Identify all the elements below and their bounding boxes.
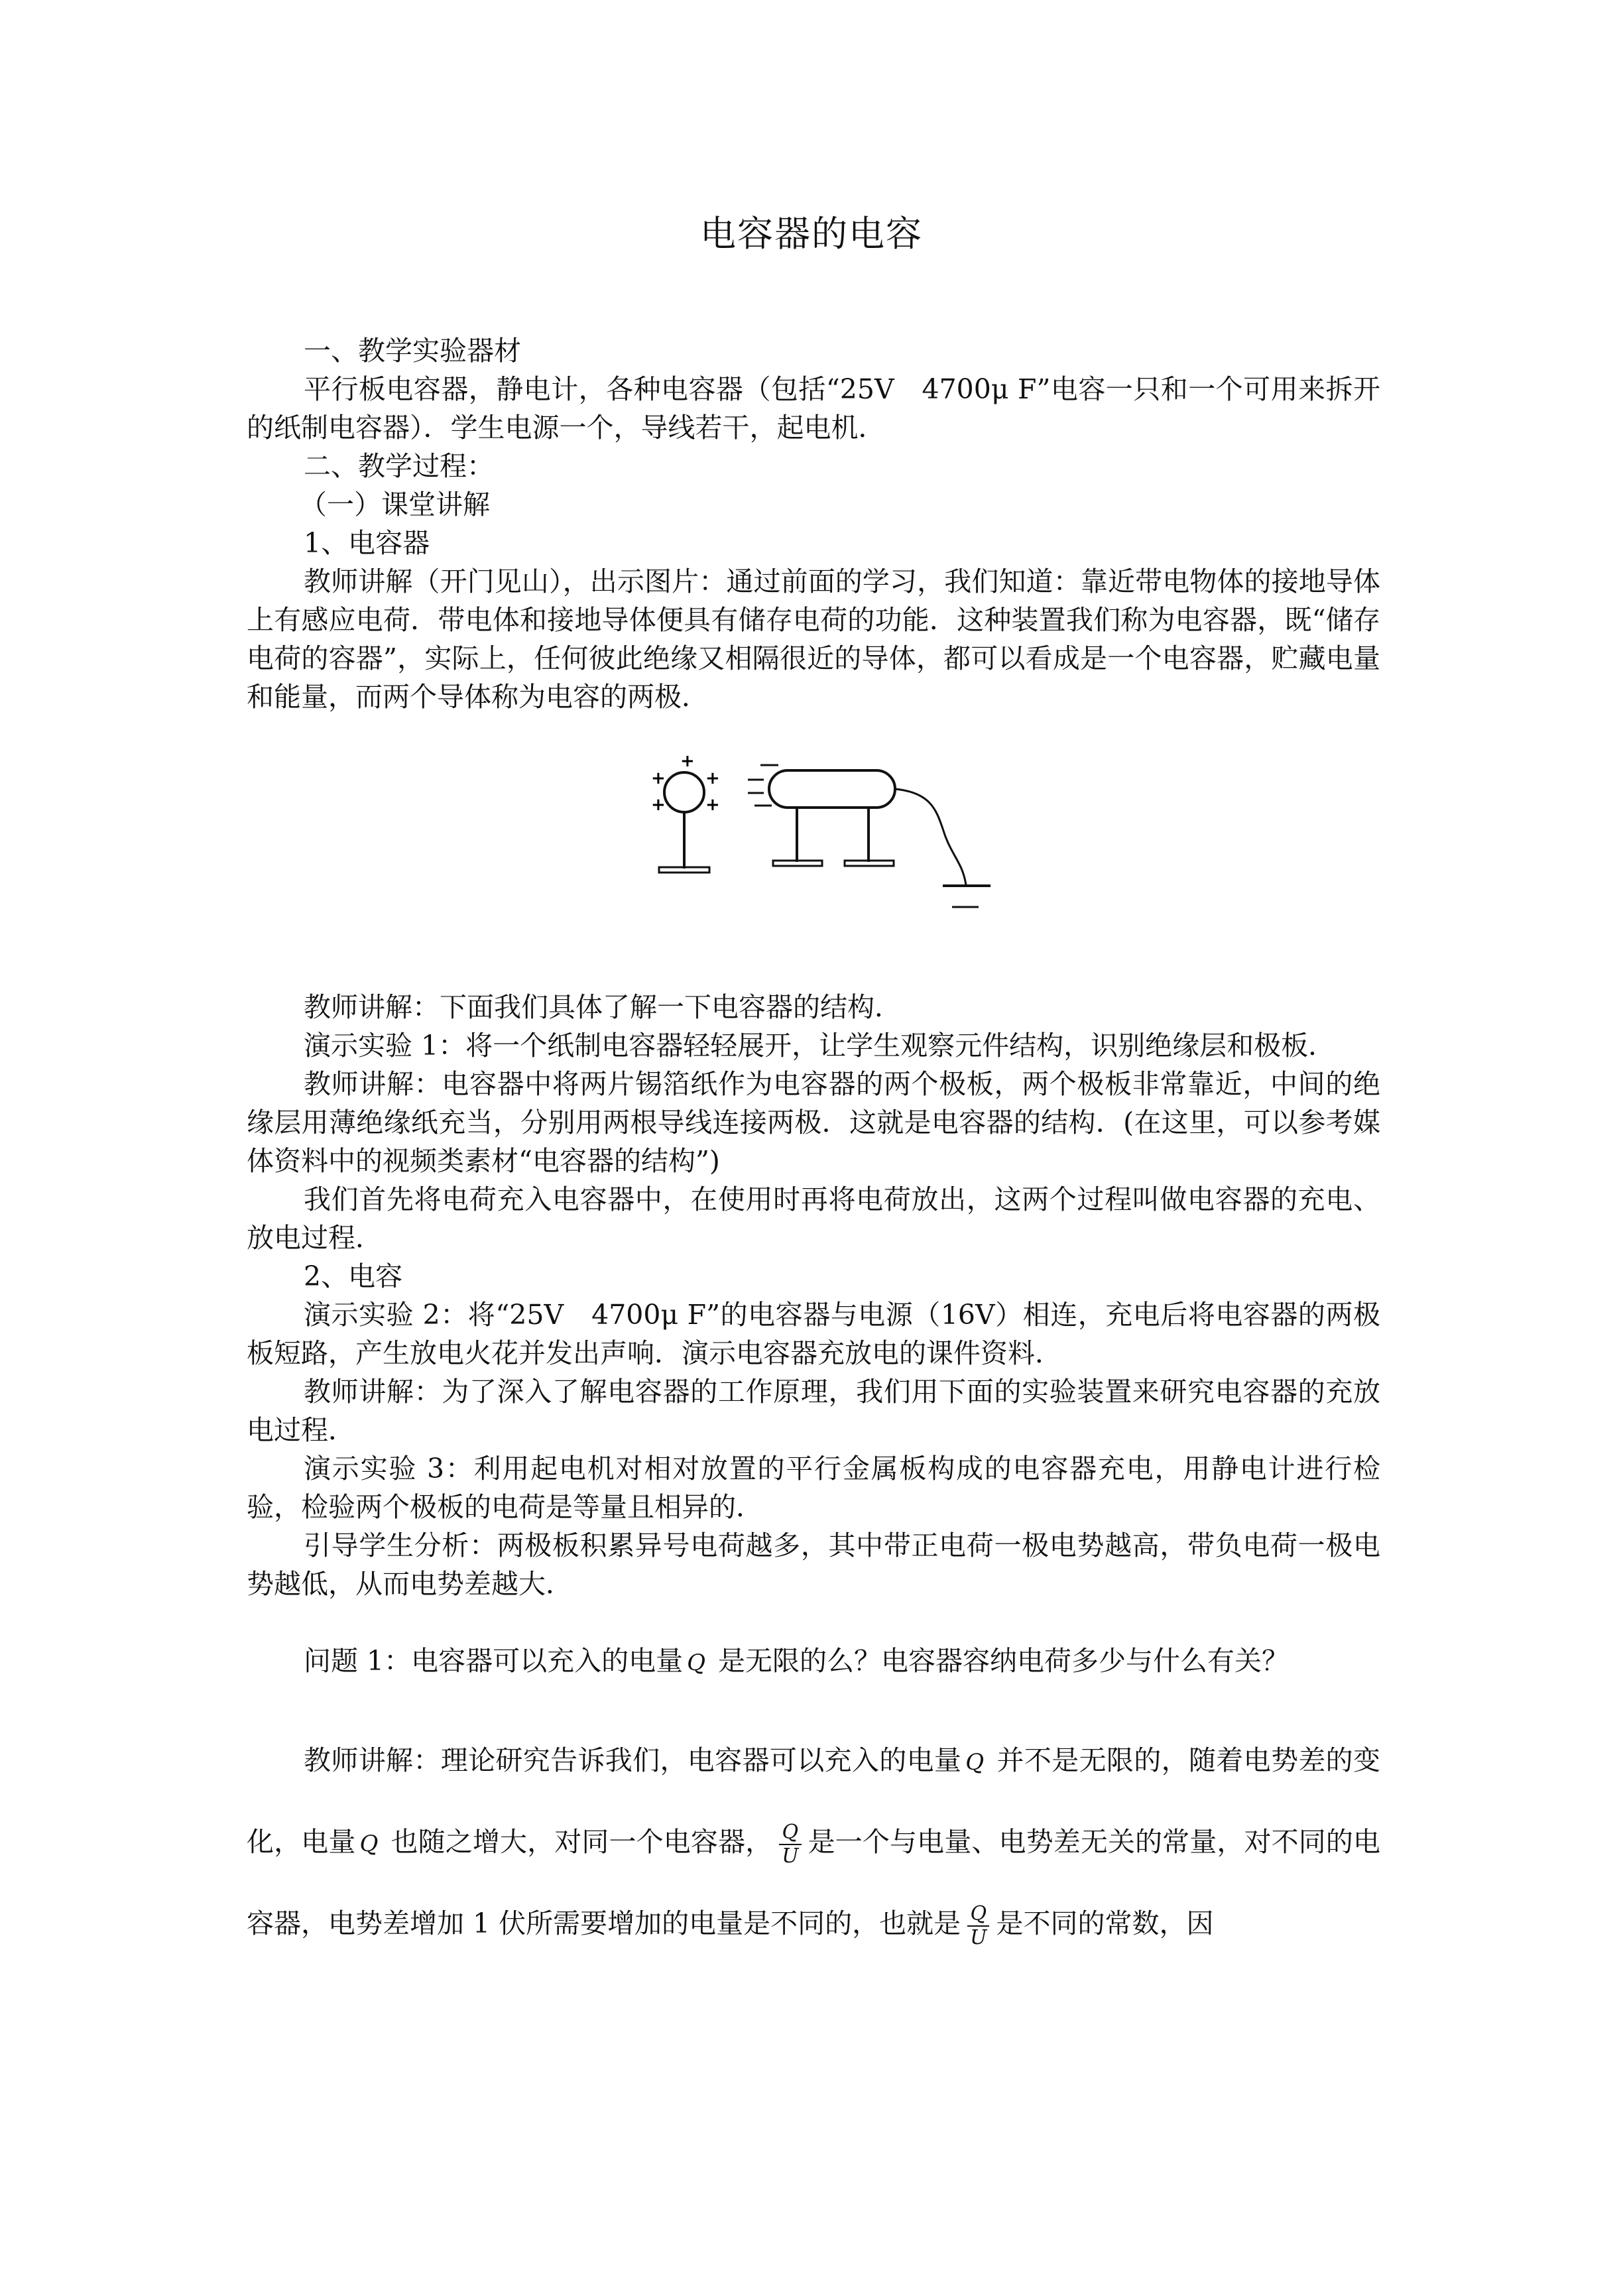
plus-sign: + xyxy=(705,795,720,815)
paragraph-analysis: 引导学生分析：两极板积累异号电荷越多，其中带正电荷一极电势越高，带负电荷一极电势越低，从而电势差越大． xyxy=(247,1530,1380,1600)
topic-heading-capacitance: 2、电容 xyxy=(304,1260,403,1292)
section-heading-equipment: 一、教学实验器材 xyxy=(304,335,521,367)
page-title: 电容器的电容 xyxy=(700,213,923,255)
document-body xyxy=(247,332,1380,1963)
charged-sphere xyxy=(664,772,704,812)
paragraph-equipment-list: 平行板电容器，静电计，各种电容器（包括“25V 4700μ F”电容一只和一个可用来拆开的纸制电容器）．学生电源一个，导线若干，起电机． xyxy=(247,373,1380,444)
paragraph-question-1: 问题 1：电容器可以充入的电量 Q 是无限的么？电容器容纳电荷多少与什么有关？ xyxy=(304,1645,1290,1677)
plus-sign: + xyxy=(651,768,666,788)
capacitor-figure xyxy=(247,756,1380,935)
conductor-base xyxy=(845,861,894,866)
var-q: Q xyxy=(965,1749,985,1776)
induction-diagram xyxy=(625,756,996,935)
plus-sign: + xyxy=(705,768,720,788)
plus-sign: + xyxy=(680,756,695,771)
fraction-q-over-u: $\frac{Q}{U}$ xyxy=(967,1903,989,1949)
paragraph-theory: 教师讲解：理论研究告诉我们，电容器可以充入的电量 Q 并不是无限的，随着电势差的变化，电量 Q 也随之增大，对同一个电容器， $\frac{Q}{U}$ 是一个与电量、电势差无关的常量，对不同的电容器，电势差增加 1 伏所需要增加的电量是不同的，也就是 $\frac{Q}{U}$ 是不同的常数，因 xyxy=(247,1744,1381,1949)
var-q: Q xyxy=(359,1831,379,1857)
paragraph-demo-1: 演示实验 1：将一个纸制电容器轻轻展开，让学生观察元件结构，识别绝缘层和极板． xyxy=(304,1030,1336,1061)
subsection-heading-lecture: （一）课堂讲解 xyxy=(300,489,490,520)
paragraph-structure-intro: 教师讲解：下面我们具体了解一下电容器的结构． xyxy=(304,991,902,1023)
paragraph-charge-discharge: 我们首先将电荷充入电容器中，在使用时再将电荷放出，这两个过程叫做电容器的充电、放电过程． xyxy=(247,1183,1380,1254)
var-q: Q xyxy=(687,1650,705,1676)
section-heading-process: 二、教学过程： xyxy=(304,450,494,482)
paragraph-capacitor-intro: 教师讲解（开门见山），出示图片：通过前面的学习，我们知道：靠近带电物体的接地导体上有感应电荷．带电体和接地导体便具有储存电荷的功能．这种装置我们称为电容器，既“储存电荷的容器”，实际上，任何彼此绝缘又相隔很近的导体，都可以看成是一个电容器，贮藏电量和能量，而两个导体称为电容的两极． xyxy=(247,566,1380,713)
conductor-base xyxy=(773,861,822,866)
paragraph-structure-explain: 教师讲解：电容器中将两片锡箔纸作为电容器的两个极板，两个极板非常靠近，中间的绝缘层用薄绝缘纸充当，分别用两根导线连接两极．这就是电容器的结构．(在这里，可以参考媒体资料中的视频类素材“电容器的结构”) xyxy=(247,1068,1380,1177)
plus-sign: + xyxy=(651,795,666,815)
paragraph-demo-2: 演示实验 2：将“25V 4700μ F”的电容器与电源（16V）相连，充电后将电容器的两极板短路，产生放电火花并发出声响．演示电容器充放电的课件资料． xyxy=(247,1299,1380,1369)
paragraph-demo-3: 演示实验 3：利用起电机对相对放置的平行金属板构成的电容器充电，用静电计进行检验，检验两个极板的电荷是等量且相异的． xyxy=(247,1453,1380,1523)
fraction-q-over-u: $\frac{Q}{U}$ xyxy=(779,1821,801,1868)
grounded-conductor xyxy=(769,770,895,808)
sphere-base xyxy=(659,867,709,873)
ground-wire xyxy=(895,789,966,885)
paragraph-principle: 教师讲解：为了深入了解电容器的工作原理，我们用下面的实验装置来研究电容器的充放电过程． xyxy=(247,1376,1380,1446)
topic-heading-capacitor: 1、电容器 xyxy=(304,527,430,559)
